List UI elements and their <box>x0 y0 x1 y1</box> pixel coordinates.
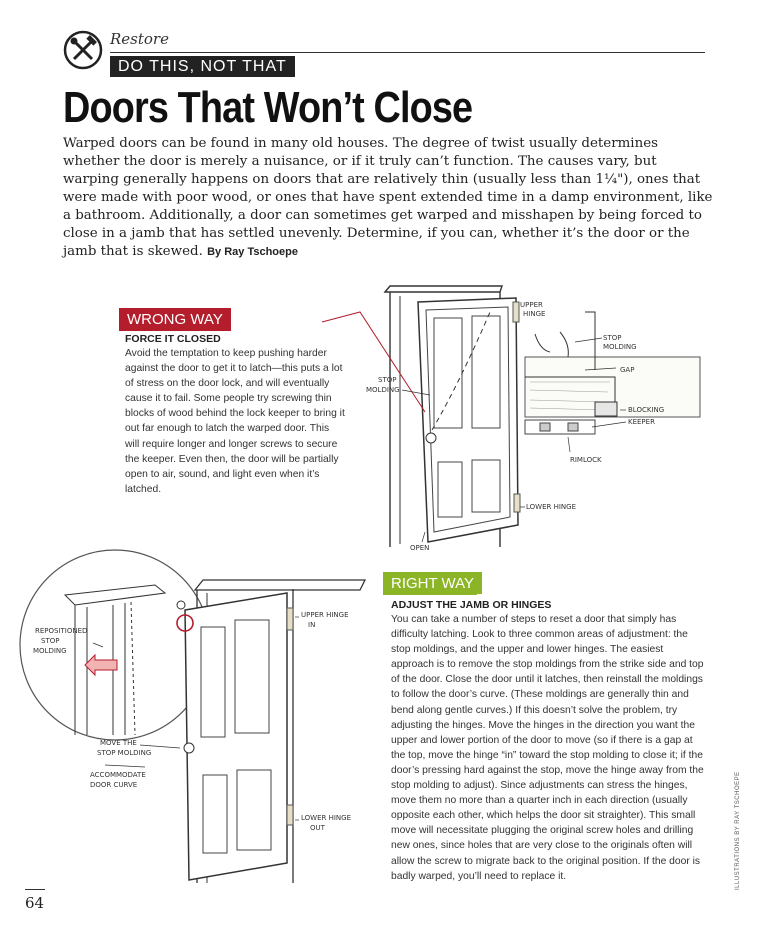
label-gap: GAP <box>620 366 635 374</box>
label-lower-hinge-out: OUT <box>310 824 325 832</box>
wrong-way-body: Avoid the temptation to keep pushing harder against the door to get it to latch—this puts a lot of stress on the door lock, and will eventually cause it to fail. Some people try screwing thin blocks of wood behind the lock keeper to bring it out far enough to latch the warped door. This will require longer and longer screws to secure the keeper. Even then, the door will be partially open to air, sound, and light even when it’s latched. <box>125 348 345 495</box>
label-repositioned-stop: STOP <box>41 637 60 645</box>
label-keeper: KEEPER <box>628 418 655 426</box>
hammer-wrench-icon <box>63 30 103 70</box>
byline: By Ray Tschoepe <box>207 246 298 258</box>
label-detail-stop-molding-top: STOP <box>603 334 622 342</box>
label-lower-hinge: LOWER HINGE <box>526 503 577 511</box>
label-stop-molding-top: STOP <box>378 376 397 384</box>
intro-text: Warped doors can be found in many old houses. The degree of twist usually determines whether the door is merely a nuisance, or if it truly can’t function. The causes vary, but warping generally happens on doors that are relatively thin (usually less than 1¼"), ones that were made with poor wood, or ones that have spent extended time in a damp environment, like a bathroom. Additionally, a door can sometimes get warped and misshapen by being forced to close in a jamb that has settled unevenly. Determine, if you can, whether it’s the door or the jamb that is skewed. <box>63 136 713 259</box>
right-way-rule <box>383 594 477 595</box>
illustration-credit <box>735 771 745 890</box>
right-way-tag: RIGHT WAY <box>383 572 482 594</box>
wrong-way-tag: WRONG WAY <box>119 308 231 330</box>
right-way-subhead: ADJUST THE JAMB OR HINGES <box>391 599 552 611</box>
label-door-curve: DOOR CURVE <box>90 781 138 789</box>
label-upper-hinge-bottom: HINGE <box>523 310 546 318</box>
wrong-way-illustration <box>330 262 705 552</box>
page-number: 64 <box>25 894 45 912</box>
label-upper-hinge-top: UPPER <box>520 301 543 309</box>
label-move-the: MOVE THE <box>100 739 137 747</box>
right-way-body: You can take a number of steps to reset a door that simply has difficulty latching. Look to three common areas of adjustment: the stop moldings, and the upper and lower hinges. The easiest approach is to remove the stop moldings from the strike side and top of the door. Close the door until it latches, then reinstall the moldings to follow the door’s curve. (These moldings are generally thin and bend along gentle curves.) If this doesn’t solve the problem, try adjusting the hinges. Move the hinges in the direction you want the upper and lower portion of the door to move (so if there is a gap at the top, move the hinge “in” toward the stop molding to close it; if the door’s pressing hard against the stop, move the hinge away from the stop molding to adjust). Since adjustments can stress the hinges, move them no more than a quarter inch in each direction (usually opposite each other, which helps the door sit straighter). This small move will necessitate plugging the original screw holes and drilling new ones, since holes that are very close to the originals often will allow the screw to migrate back to the original position. If the door is badly warped, you’ll need to replace it. <box>391 614 704 882</box>
label-stop-molding: STOP MOLDING <box>97 749 152 757</box>
label-lower-hinge: LOWER HINGE <box>301 814 352 822</box>
headline: Doors That Won’t Close <box>63 83 473 132</box>
label-detail-stop-molding-bottom: MOLDING <box>603 343 637 351</box>
label-repositioned: REPOSITIONED <box>35 627 88 635</box>
label-accommodate: ACCOMMODATE <box>90 771 146 779</box>
right-way-illustration <box>25 565 370 885</box>
wrong-way-rule <box>119 330 231 331</box>
credit-text: ILLUSTRATIONS BY RAY TSCHOEPE <box>735 771 741 890</box>
label-upper-hinge: UPPER HINGE <box>301 611 349 619</box>
label-rimlock: RIMLOCK <box>570 456 602 464</box>
intro-paragraph <box>63 135 713 261</box>
page-number-rule <box>25 889 45 890</box>
column-banner: DO THIS, NOT THAT <box>110 56 295 77</box>
section-label: Restore <box>110 30 169 48</box>
label-blocking: BLOCKING <box>628 406 665 414</box>
wrong-way-subhead: FORCE IT CLOSED <box>125 333 221 345</box>
label-repositioned-molding: MOLDING <box>33 647 67 655</box>
label-open: OPEN <box>410 544 430 552</box>
header-rule <box>110 52 705 53</box>
label-stop-molding-bottom: MOLDING <box>366 386 400 394</box>
label-upper-hinge-in: IN <box>308 621 316 629</box>
